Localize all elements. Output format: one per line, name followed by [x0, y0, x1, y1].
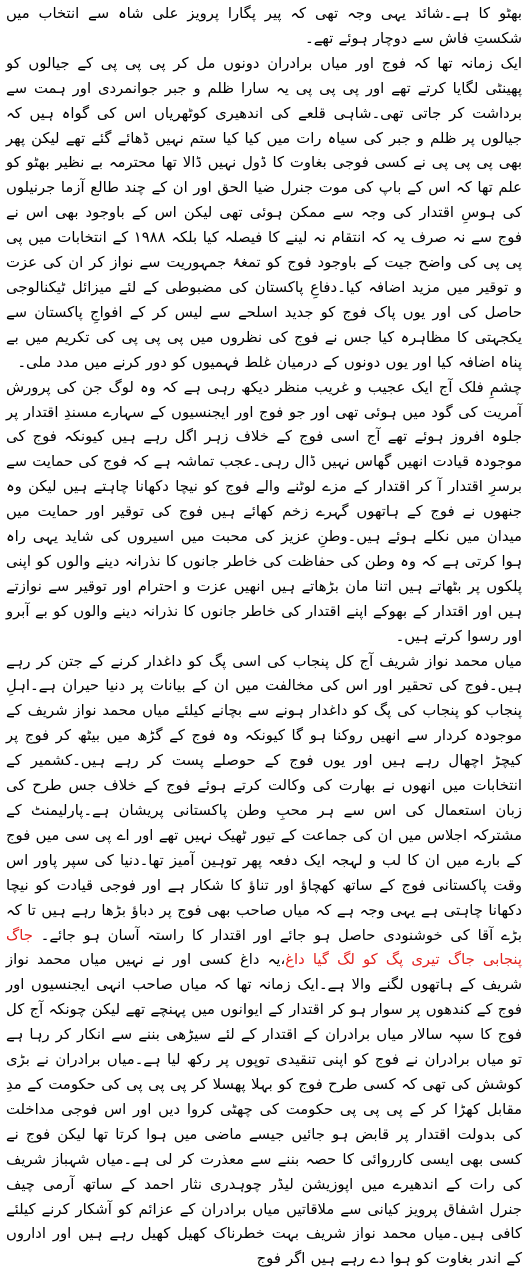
- article-paragraph-1: بھٹو کا ہے۔شائد یہی وجہ تھی کہ پیر پگارا پرویز علی شاہ سے انتخاب میں شکستِ فاش سے دوچار ہوئے تھے۔: [6, 5, 522, 47]
- article-paragraph-3: چشمِ فلک آج ایک عجیب و غریب منظر دیکھ رہی ہے کہ وہ لوگ جن کی پرورش آمریت کی گود میں ہوئی تھی اور جو فوج اور ایجنسیوں کے سہارے مسندِ اقتدار پر جلوہ افروز ہوئے تھے آج اسی فوج کے خلاف زہر اگل رہے ہیں کیونکہ فوج کی موجودہ قیادت انھیں گھاس نہیں ڈال رہی۔عجب تماشہ ہے کہ فوج کی حمایت سے برسرِ اقتدار آ کر اقتدار کے مزے لوٹنے والے فوج کو نیچا دکھانا چاہتے ہیں لیکن وہ جنھوں نے فوج کے ہاتھوں گہرے زخم کھائے ہیں فوج کی توقیر اور حمایت میں میدان میں نکلے ہوئے ہیں۔وطنِ عزیز کی محبت میں اسیروں کی شاید یہی راہ ہوا کرتی ہے کہ وہ وطن کی حفاظت کی خاطر جانوں کا نذرانہ دینے والوں کو اپنی پلکوں پر بٹھاتے ہیں اتنا مان بڑھاتے ہیں انھیں عزت و احترام اور توقیر سے نوازتے ہیں اور اقتدار کے بھوکے اپنے اقتدار کی خاطر جانوں کا نذرانہ دینے والوں کو بے آبرو اور رسوا کرتے ہیں۔: [6, 378, 522, 645]
- paragraph-4-text-after: ،یہ داغ کسی اور نے نہیں میاں محمد نواز شریف کے ہاتھوں لگنے والا ہے۔ایک زمانہ تھا کہ میاں صاحب انہی ایجنسیوں اور فوج کے کندھوں پر سوار ہو کر اقتدار کے ایوانوں میں پہنچے تھے لیکن چونکہ آج کل فوج کا سپہ سالار میاں برادران کے اقتدار کے لئے سیڑھی بننے سے انکار کر رہا ہے تو میاں برادران نے فوج کو اپنی تنقیدی توپوں پر رکھ لیا ہے۔میاں برادران نے بڑی کوشش کی تھی کہ کسی طرح فوج کو بہلا پھسلا کر پی پی پی کی حکومت کے مدِ مقابل کھڑا کر کے پی پی پی حکومت کی چھٹی کروا دیں اور اس فوجی مداخلت کی بدولت اقتدار پر قابض ہو جائیں جیسے ماضی میں ہوا کرتا تھا لیکن فوج نے کسی بھی ایسی کارروائی کا حصہ بننے سے معذرت کر لی ہے۔میاں شہباز شریف کی رات کے اندھیرے میں اپوزیشن لیڈر چوہدری نثار احمد کے ساتھ آرمی چیف جنرل اشفاق پرویز کیانی سے ملاقاتیں میاں برادران کے عزائم کو آشکار کرنے کیلئے کافی ہیں۔میاں محمد نواز شریف بہت خطرناک کھیل کھیل رہے ہیں اور اداروں کے اندر بغاوت کو ہوا دے رہے ہیں اگر فوج: [6, 951, 522, 1268]
- highlighted-slogan: جاگ پنجابی جاگ تیری پگ کو لگ گیا داغ: [6, 926, 522, 969]
- article-paragraph-4: [6, 650, 522, 1272]
- article-paragraph-2: ایک زمانہ تھا کہ فوج اور میاں برادران دونوں مل کر پی پی پی کے جیالوں کو پھینٹی لگایا کرتے تھے اور پی پی پی یہ سارا ظلم و جبر جوانمردی اور ہمت سے برداشت کر جاتی تھی۔شاہی قلعے کی اندھیری کوٹھریاں اس کی گواہ ہیں کہ جیالوں پر ظلم و جبر کی سیاہ رات میں کیا کیا ستم نہیں ڈھائے گئے تھے لیکن پھر بھی پی پی پی نے کسی فوجی بغاوت کا ڈول نہیں ڈالا تھا محترمہ بے نظیر بھٹو کو علم تھا کہ اس کے باپ کی موت جنرل ضیا الحق اور ان کے چند طالع آزما جرنیلوں کی ہوسِ اقتدار کی وجہ سے ممکن ہوئی تھی لیکن اس کے باوجود بھی اس نے فوج سے نہ صرف یہ کہ انتقام نہ لینے کا فیصلہ کیا بلکہ ١٩٨٨ کے انتخابات میں پی پی پی کی واضح جیت کے باوجود فوج کو تمغۂ جمہوریت سے نواز کر ان کی عزت و توقیر میں مزید اضافہ کیا۔دفاعِ پاکستان کی مضبوطی کے لئے میزائل ٹیکنالوجی حاصل کی اور یوں پاک فوج کو جدید اسلحے سے لیس کر کے افواجِ پاکستان سے یکجہتی کا مظاہرہ کیا جس نے فوج کی نظروں میں پی پی پی کی تکریم میں بے پناہ اضافہ کیا اور یوں دونوں کے درمیان غلط فہمیوں کو دور کرنے میں مدد ملی۔: [6, 54, 522, 371]
- paragraph-4-text-before: میاں محمد نواز شریف آج کل پنجاب کی اسی پگ کو داغدار کرنے کے جتن کر رہے ہیں۔فوج کی تحقیر اور اس کی مخالفت میں ان کے بیانات پر دنیا حیران ہے۔اہلِ پنجاب کو پنجاب کی پگ کو داغدار ہونے سے بچانے کیلئے میاں محمد نواز شریف کے موجودہ کردار سے انھیں روکنا ہو گا کیونکہ وہ فوج کے گڑھ میں بیٹھ کر فوج پر کیچڑ اچھال رہے ہیں اور یوں فوج کے حوصلے پست کر رہے ہیں۔کشمیر کے انتخابات میں انھوں نے بھارت کی وکالت کرتے ہوئے فوج کے خلاف جس طرح کی زبان استعمال کی اس سے ہر محبِ وطن پاکستانی پریشان ہے۔پارلیمنٹ کے مشترکہ اجلاس میں ان کی جماعت کے تیور ٹھیک نہیں تھے اور اے پی سی میں فوج کے بارے میں ان کا لب و لہجہ ایک دفعہ پھر توہین آمیز تھا۔دنیا کی سپر پاور اس وقت پاکستانی فوج کے ساتھ کھچاؤ اور تناؤ کا شکار ہے اور فوجی قیادت کو نیچا دکھانا چاہتی ہے یہی وجہ ہے کہ میاں صاحب بھی فوج پر دباؤ بڑھا رہے ہیں تا کہ بڑے آقا کی خوشنودی حاصل ہو جائے اور اقتدار کا راستہ آسان ہو جائے۔: [6, 652, 522, 944]
